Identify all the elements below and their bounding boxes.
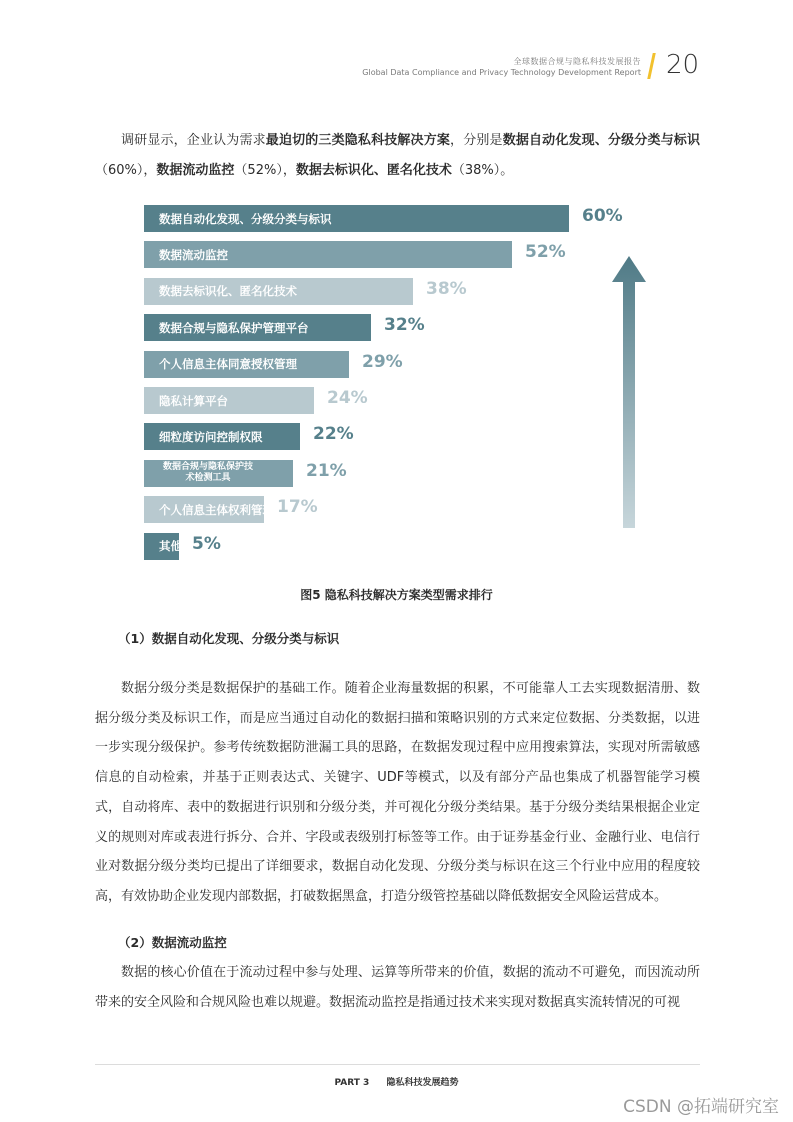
- bar: [144, 423, 300, 450]
- bar-value-label: 52%: [525, 242, 566, 263]
- footer-part: PART 3: [334, 1078, 370, 1088]
- bar-label: 数据合规与隐私保护技 术检测工具: [162, 462, 253, 484]
- intro-paragraph: 调研显示，企业认为需求最迫切的三类隐私科技解决方案，分别是数据自动化发现、分级分类与标识（60%），数据流动监控（52%），数据去标识化、匿名化技术（38%）。: [95, 133, 700, 178]
- section-body-1: 数据分级分类是数据保护的基础工作。随着企业海量数据的积累，不可能靠人工去实现数据清册、数据分级分类及标识工作，而是应当通过自动化的数据扫描和策略识别的方式来定位数据、分类数据，以进一步实现分级保护。参考传统数据防泄漏工具的思路，在数据发现过程中应用搜索算法，实现对所需敏感信息的自动检索，并基于正则表达式、关键字、UDF等模式，以及有部分产品也集成了机器智能学习模式，自动将库、表中的数据进行识别和分级分类，并可视化分级分类结果。基于分级分类结果根据企业定义的规则对库或表进行拆分、合并、字段或表级别打标签等工作。由于证券基金行业、金融行业、电信行业对数据分级分类均已提出了详细要求，数据自动化发现、分级分类与标识在这三个行业中应用的程度较高，有效协助企业发现内部数据，打破数据黑盒，打造分级管控基础以降低数据安全风险运营成本。: [95, 681, 700, 904]
- bar-value-label: 21%: [306, 460, 347, 481]
- bar-label: 隐私计算平台: [159, 393, 228, 408]
- bar-value-label: 22%: [313, 424, 354, 445]
- bar-value-label: 29%: [362, 351, 403, 372]
- report-title-zh: 全球数据合规与隐私科技发展报告: [513, 57, 641, 66]
- bar-label: 个人信息主体同意授权管理: [159, 357, 297, 372]
- bar: [144, 533, 182, 560]
- bar-value-label: 60%: [582, 206, 623, 226]
- footer: [0, 1075, 793, 1088]
- bar: [144, 205, 569, 232]
- bar: [144, 496, 274, 523]
- bar-value-label: 32%: [384, 315, 425, 336]
- bar-value-label: 17%: [277, 497, 318, 518]
- section-heading-2: （2）数据流动监控: [118, 935, 227, 950]
- bar-value-label: 24%: [327, 388, 368, 408]
- bar-label: 其他: [159, 539, 182, 554]
- bar: [144, 241, 512, 268]
- footer-title: 隐私科技发展趋势: [386, 1078, 459, 1088]
- bar: [144, 314, 371, 341]
- bar-label: 数据自动化发现、分级分类与标识: [159, 211, 332, 226]
- bar: [144, 387, 314, 414]
- bar: [144, 351, 349, 378]
- report-title-en: Global Data Compliance and Privacy Technology Development Report: [362, 68, 641, 77]
- section-body-2: 数据的核心价值在于流动过程中参与处理、运算等所带来的价值，数据的流动不可避免，而因流动所带来的安全风险和合规风险也难以规避。数据流动监控是指通过技术来实现对数据真实流转情况的可视: [95, 965, 700, 1010]
- figure-caption: 图5 隐私科技解决方案类型需求排行: [300, 588, 493, 602]
- bar-label: 数据流动监控: [159, 247, 228, 262]
- bar-label: 个人信息主体权利管理: [159, 502, 274, 517]
- bar-label: 细粒度访问控制权限: [159, 429, 263, 444]
- watermark: CSDN @拓端研究室: [623, 1097, 779, 1117]
- bar: [144, 278, 413, 305]
- bar-value-label: 5%: [192, 533, 221, 554]
- section-heading-1: （1）数据自动化发现、分级分类与标识: [118, 631, 340, 646]
- bar-value-label: 38%: [426, 278, 467, 299]
- footer-divider: [95, 1064, 700, 1065]
- bar: [144, 460, 293, 487]
- bar-label: 数据合规与隐私保护管理平台: [159, 320, 309, 335]
- arrow-up-icon: [609, 252, 649, 532]
- page-number: 20: [666, 50, 700, 80]
- bar-label: 数据去标识化、匿名化技术: [159, 284, 297, 299]
